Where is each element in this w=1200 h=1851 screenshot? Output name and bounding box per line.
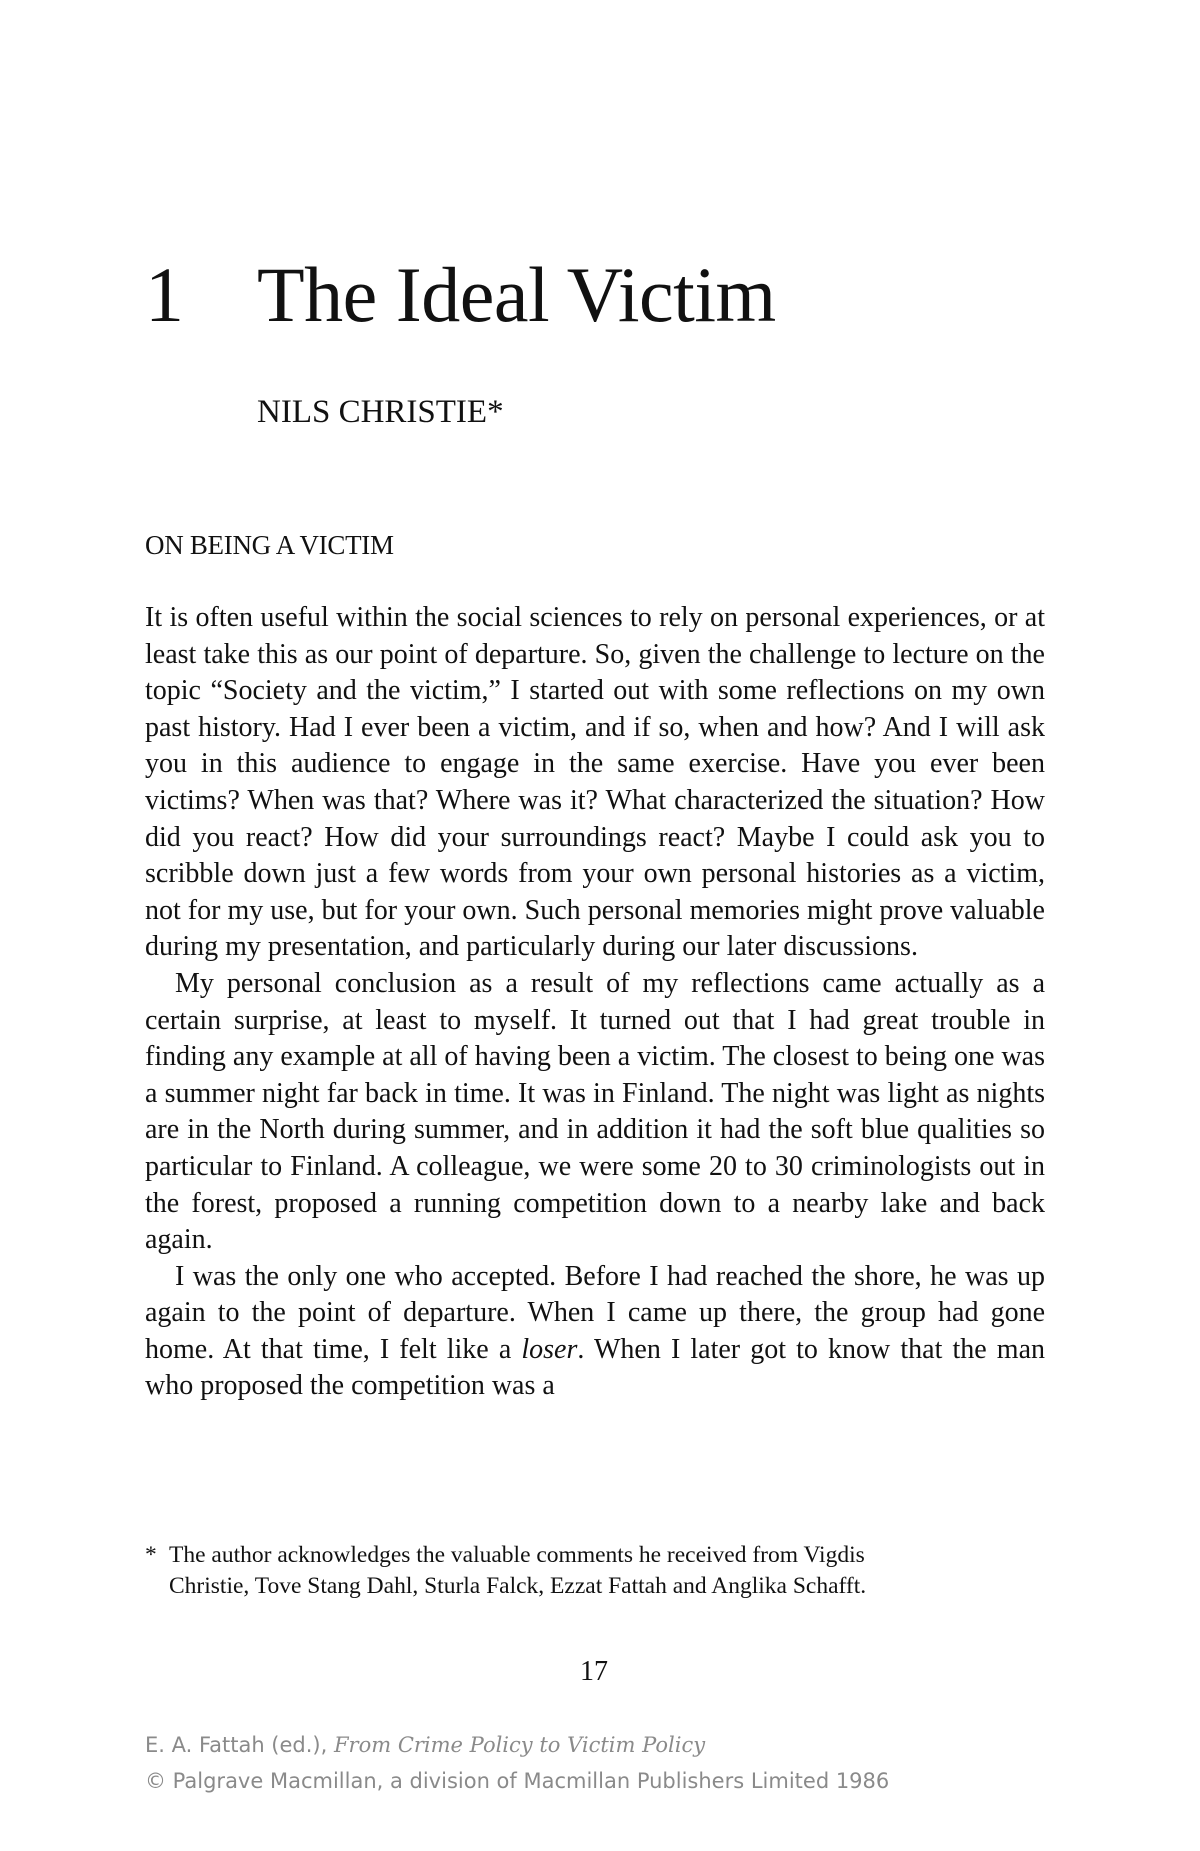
paragraph-2: My personal conclusion as a result of my reflections came actually as a certain surprise, at least to myself. It turned out that I had great trouble in finding any example at all of having been a victim. The closest to being one was a summer night far back in time. It was in Finland. The night was light as nights are in the North during summer, and in addition it had the soft blue qualities so particular to Finland. A colleague, we were some 20 to 30 criminologists out in the forest, proposed a running competition down to a nearby lake and back again. [145,967,1045,1256]
paragraph-3-text-end: . When I later got to know that the man who proposed the competition was a [145,1333,1045,1402]
imprint-copyright: © Palgrave Macmillan, a division of Macmillan Publishers Limited 1986 [145,1769,890,1793]
imprint-book-title: From Crime Policy to Victim Policy [333,1733,706,1757]
chapter-number: 1 [145,251,184,338]
footnote-mark: * [145,1542,157,1568]
body-text [145,600,1045,1405]
chapter-heading [145,250,776,340]
imprint-source [145,1731,705,1759]
chapter-title: The Ideal Victim [257,251,776,338]
author-name: NILS CHRISTIE* [257,394,504,430]
paragraph-1: It is often useful within the social sciences to rely on personal experiences, or at least take this as our point of departure. So, given the challenge to lecture on the topic “Society and the victim,” I started out with some reflections on my own past history. Had I ever been a victim, and if so, when and how? And I will ask you in this audience to engage in the same exercise. Have you ever been victims? When was that? Where was it? What characterized the situation? How did you react? How did your surroundings react? Maybe I could ask you to scribble down just a few words from your own personal histories as a victim, not for my use, but for your own. Such personal memories might prove valuable during my presentation, and particularly during our later discussions. [145,602,1045,963]
footnote-text-1: The author acknowledges the valuable comments he received from Vigdis [169,1542,865,1568]
imprint-editor: E. A. Fattah (ed.), [145,1733,328,1757]
paragraph-3 [145,1259,1045,1405]
section-heading: ON BEING A VICTIM [145,530,394,560]
paragraph-3-text: I was the only one who accepted. Before I had reached the shore, he was up again to the point of departure. When I came up there, the group had gone home. At that time, I felt like a [145,1260,1045,1365]
emphasis-loser: loser [521,1333,578,1365]
footnote-line-1 [145,1540,1045,1571]
page-number: 17 [580,1656,608,1687]
footnote-text-2: Christie, Tove Stang Dahl, Sturla Falck, Ezzat Fattah and Anglika Schafft. [169,1573,867,1599]
footnote [145,1540,1045,1602]
